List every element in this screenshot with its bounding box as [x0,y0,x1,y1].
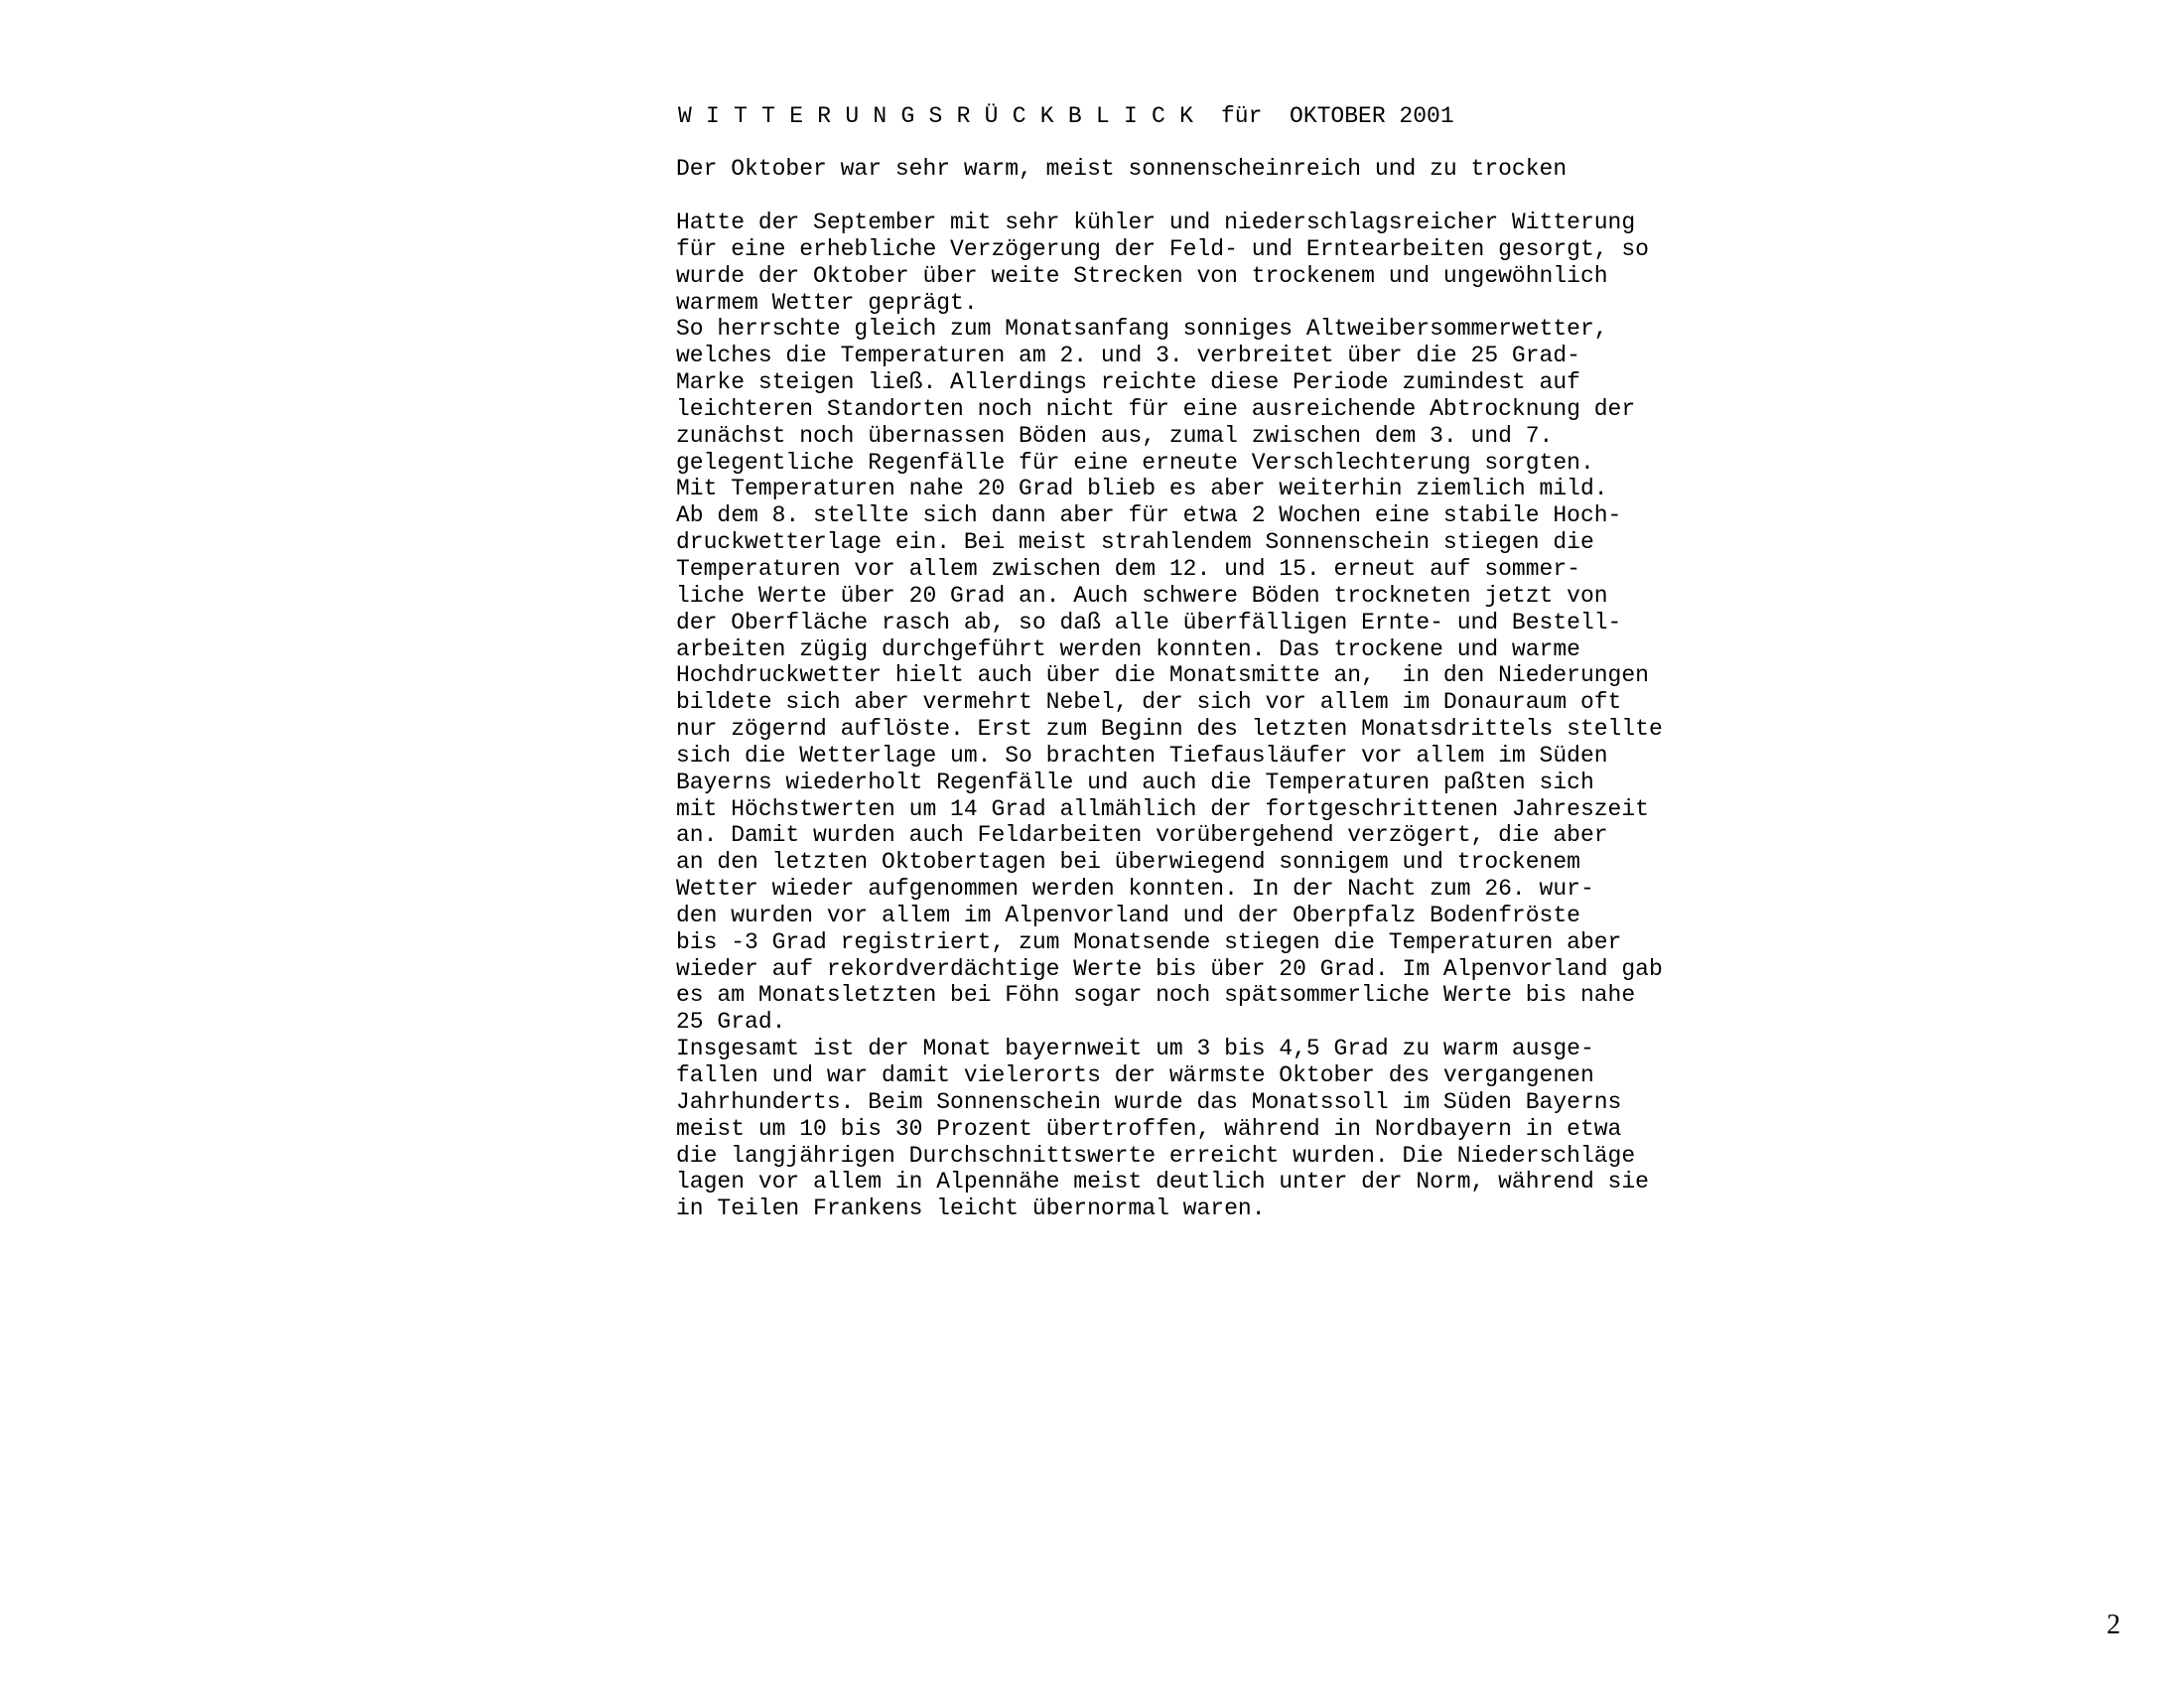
body-line: es am Monatsletzten bei Föhn sogar noch spätsommerliche Werte bis nahe [676,982,1636,1009]
title-spaced-word: WITTERUNGSRÜCKBLICK [678,103,1208,129]
body-line: mit Höchstwerten um 14 Grad allmählich der fortgeschrittenen Jahreszeit [676,795,1649,822]
body-line: lagen vor allem in Alpennähe meist deutlich unter der Norm, während sie [676,1169,1649,1196]
body-line: in Teilen Frankens leicht übernormal waren. [676,1196,1266,1222]
body-line: 25 Grad. [676,1009,786,1036]
body-line: wurde der Oktober über weite Strecken von trockenem und ungewöhnlich [676,262,1608,289]
body-line: Temperaturen vor allem zwischen dem 12. und 15. erneut auf sommer- [676,555,1580,582]
body-line: den wurden vor allem im Alpenvorland und der Oberpfalz Bodenfröste [676,902,1580,928]
body-line: Jahrhunderts. Beim Sonnenschein wurde das Monatssoll im Süden Bayerns [676,1088,1622,1115]
body-line: So herrschte gleich zum Monatsanfang sonniges Altweibersommerwetter, [676,316,1608,343]
body-line: nur zögernd auflöste. Erst zum Beginn des letzten Monatsdrittels stellte [676,716,1663,743]
body-line: leichteren Standorten noch nicht für eine ausreichende Abtrocknung der [676,395,1636,422]
body-line: sich die Wetterlage um. So brachten Tiefausläufer vor allem im Süden [676,742,1608,769]
document-summary: Der Oktober war sehr warm, meist sonnenscheinreich und zu trocken [676,156,1568,182]
body-line: an. Damit wurden auch Feldarbeiten vorübergehend verzögert, die aber [676,822,1608,849]
body-line: der Oberfläche rasch ab, so daß alle überfälligen Ernte- und Bestell- [676,609,1622,635]
body-line: warmem Wetter geprägt. [676,289,978,316]
body-line: druckwetterlage ein. Bei meist strahlendem Sonnenschein stiegen die [676,529,1594,556]
document-title [678,103,1454,130]
body-line: bis -3 Grad registriert, zum Monatsende stiegen die Temperaturen aber [676,928,1622,955]
page-number: 2 [2107,1610,2120,1640]
body-line: Hochdruckwetter hielt auch über die Monatsmitte an, in den Niederungen [676,662,1649,689]
body-line: meist um 10 bis 30 Prozent übertroffen, während in Nordbayern in etwa [676,1115,1622,1142]
body-line: Ab dem 8. stellte sich dann aber für etwa 2 Wochen eine stabile Hoch- [676,502,1622,529]
body-line: an den letzten Oktobertagen bei überwiegend sonnigem und trockenem [676,849,1580,876]
body-line: zunächst noch übernassen Böden aus, zumal zwischen dem 3. und 7. [676,422,1554,449]
body-line: Hatte der September mit sehr kühler und niederschlagsreicher Witterung [676,210,1636,235]
body-line: fallen und war damit vielerorts der wärmste Oktober des vergangenen [676,1062,1594,1088]
body-line: arbeiten zügig durchgeführt werden konnten. Das trockene und warme [676,635,1580,662]
body-line: Mit Temperaturen nahe 20 Grad blieb es aber weiterhin ziemlich mild. [676,476,1608,502]
body-line: welches die Temperaturen am 2. und 3. verbreitet über die 25 Grad- [676,343,1580,369]
body-line: für eine erhebliche Verzögerung der Feld- und Erntearbeiten gesorgt, so [676,235,1649,262]
body-line: liche Werte über 20 Grad an. Auch schwere Böden trockneten jetzt von [676,582,1608,609]
body-line: wieder auf rekordverdächtige Werte bis über 20 Grad. Im Alpenvorland gab [676,955,1663,982]
body-line: Bayerns wiederholt Regenfälle und auch die Temperaturen paßten sich [676,769,1594,795]
body-line: gelegentliche Regenfälle für eine erneute Verschlechterung sorgten. [676,449,1594,476]
body-line: Insgesamt ist der Monat bayernweit um 3 bis 4,5 Grad zu warm ausge- [676,1036,1594,1062]
body-line: Wetter wieder aufgenommen werden konnten. In der Nacht zum 26. wur- [676,876,1594,903]
body-line: bildete sich aber vermehrt Nebel, der sich vor allem im Donauraum oft [676,689,1622,716]
title-month-year: für OKTOBER 2001 [1221,103,1454,129]
body-line: die langjährigen Durchschnittswerte erreicht wurden. Die Niederschläge [676,1142,1636,1169]
body-line: Marke steigen ließ. Allerdings reichte diese Periode zumindest auf [676,369,1580,396]
body-text [676,210,1663,1222]
